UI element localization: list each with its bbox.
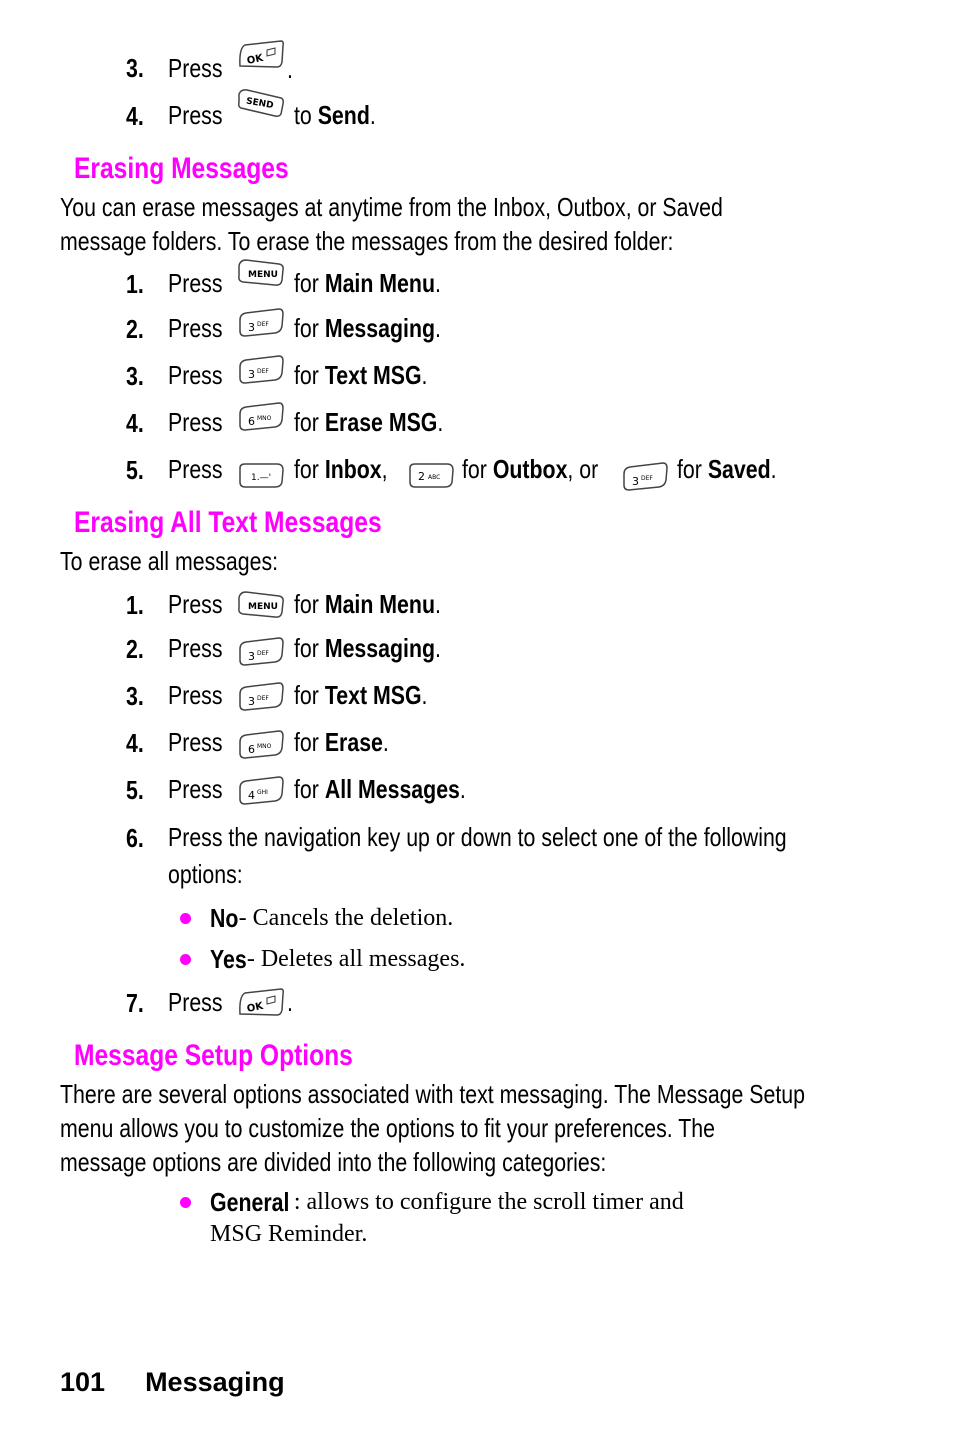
svg-text:3: 3 [248,650,255,663]
key-3-def-icon [237,308,285,338]
svg-text:6: 6 [248,743,255,756]
send-key-icon [237,88,285,118]
key-4-ghi-icon [237,776,285,806]
key-3-def-icon [237,637,285,667]
svg-text:3: 3 [248,695,255,708]
step-2: 2. [126,313,144,344]
svg-text:4: 4 [248,789,255,802]
key-menu-icon [237,590,285,620]
step-4: 4. [126,727,144,758]
step-1: 1. [126,589,144,620]
svg-text:OK: OK [245,1000,265,1015]
step-3: 3. [126,360,144,391]
category-general: General : allows to configure the scroll timer and [180,1184,684,1220]
manual-page: 3. Press OK . 4. Press SEND to Send. Erasing Messages You can erase messages at anytime from the Inbox, Outbox, or Saved message folders. To erase the messages from the desired folder: 1. Press MENU for Main Menu. 2. Press 3 DEF for Messaging. 3. Press 3 DEF for Text MSG. 4. Press 6 MNO for Erase MSG. 5. Press 1.—' for Inbox, 2 ABC for Outbox, or 3 DEF for Saved. Erasing All Text Messages To erase all messages: 1. Press MENU for Main Menu. 2. Press 3 DEF for Messaging. 3. Press 3 DEF for Text MSG. 4. Press 6 MNO for Erase. 5. Press 4 GHI for All Messages. 6. Press the navigation key up or down to select one of the following options: No - Cancels the deletion. Yes - Deletes all messages. 7. Press OK . Message Setup Options There are several options associated with text messaging. The Message Setup menu allows you to customize the options to fit your preferences. The message options are divided into the following categories: General : allows to configure the scroll timer and MSG Reminder. 101 Messaging [0,0,954,1433]
ok-key-icon [237,988,285,1018]
step-4-top: 4. [126,100,144,131]
step-text: Press [168,52,223,83]
bullet-dot [180,913,191,924]
page-number: 101 [60,1367,106,1397]
step-1: 1. [126,268,144,299]
key-3-def-icon [621,462,669,492]
svg-text:DEF: DEF [257,650,269,657]
svg-text:MENU: MENU [248,270,278,280]
key-6-mno-icon [237,402,285,432]
chapter-title: Messaging [145,1367,285,1397]
svg-text:OK: OK [245,52,265,67]
svg-text:3: 3 [248,321,255,334]
section1-intro: You can erase messages at anytime from the Inbox, Outbox, or Saved message folders. To erase the messages from the desired folder: [60,192,723,256]
step-3: 3. [126,680,144,711]
svg-text:ABC: ABC [428,474,441,481]
svg-text:DEF: DEF [257,368,269,375]
step-4: 4. [126,407,144,438]
step-3-top: 3. Press [126,52,223,83]
svg-text:3: 3 [248,368,255,381]
step-5: 5. [126,774,144,805]
svg-text:MNO: MNO [257,743,272,750]
svg-text:GHI: GHI [257,789,268,796]
svg-text:DEF: DEF [641,475,653,482]
svg-text:2: 2 [418,470,425,483]
page-footer [60,1367,325,1398]
bullet-dot [180,1197,191,1208]
key-2-abc-icon [407,460,455,490]
ok-key-icon [237,40,285,70]
svg-text:MNO: MNO [257,415,272,422]
section2-step-7: 7. [126,987,144,1018]
option-yes: Yes - Deletes all messages. [180,941,465,977]
bullet-dot [180,954,191,965]
key-3-def-icon [237,682,285,712]
option-no: No - Cancels the deletion. [180,900,453,936]
heading-message-setup-options: Message Setup Options [74,1039,353,1072]
svg-text:DEF: DEF [257,695,269,702]
section1-step-5: 5. [126,454,144,485]
svg-text:DEF: DEF [257,321,269,328]
svg-text:MENU: MENU [248,602,278,612]
svg-text:1.—': 1.—' [251,473,272,483]
svg-text:3: 3 [632,475,639,488]
heading-erasing-all-text-messages: Erasing All Text Messages [74,506,382,539]
step-2: 2. [126,633,144,664]
key-menu-icon [237,258,285,288]
section2-step-6: 6. [126,822,144,853]
key-6-mno-icon [237,730,285,760]
svg-text:6: 6 [248,415,255,428]
heading-erasing-messages: Erasing Messages [74,152,289,185]
key-1-icon [237,460,285,490]
section2-intro: To erase all messages: [60,546,279,576]
section3-intro: There are several options associated with text messaging. The Message Setup menu allows you to customize the options to fit your preferences. The message options are divided into the following categories: [60,1079,806,1177]
key-3-def-icon [237,355,285,385]
svg-text:SEND: SEND [245,96,275,112]
